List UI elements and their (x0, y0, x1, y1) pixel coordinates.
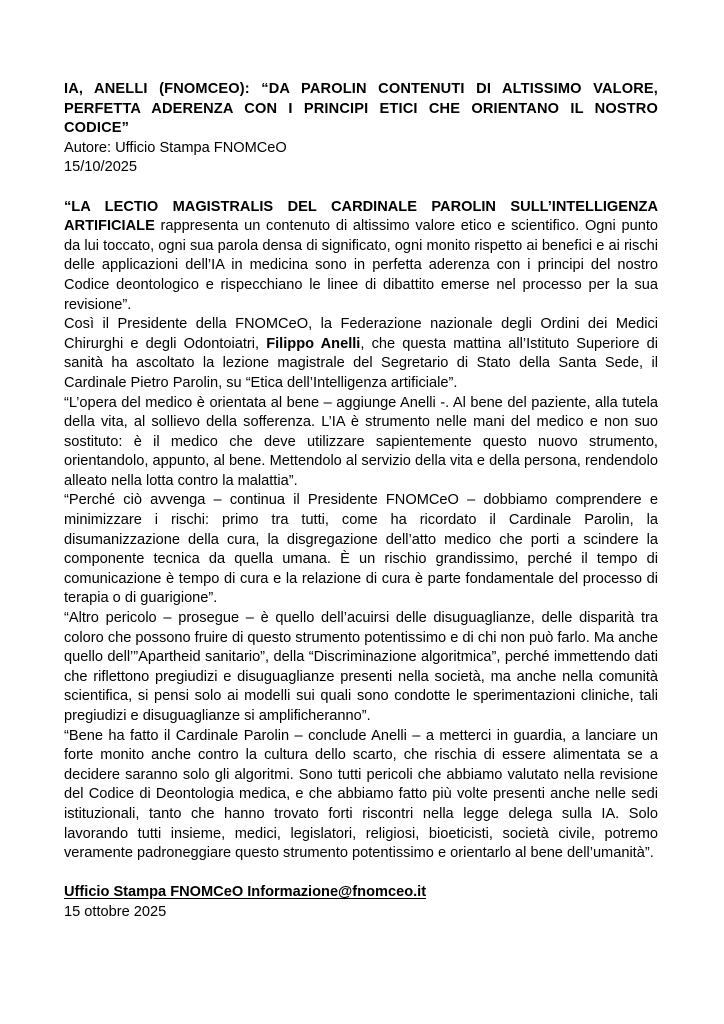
footer-date: 15 ottobre 2025 (64, 903, 167, 920)
page-title-line-1: IA, ANELLI (FNOMCEO): “DA PAROLIN CONTENUTI DI ALTISSIMO VALORE, (64, 81, 658, 97)
body-footer-spacer (64, 864, 658, 884)
paragraph-2-before: Così il Presidente della FNOMCeO, la Federazione nazionale degli Ordini dei Medici Chirurghi e degli Odontoiatri, (64, 316, 658, 352)
press-office-contact[interactable]: Ufficio Stampa FNOMCeO Informazione@fnomceo.it (64, 884, 427, 901)
paragraph-6: “Bene ha fatto il Cardinale Parolin – conclude Anelli – a metterci in guardia, a lanciare un forte monito anche contro la cultura dello scarto, che rischia di essere alimentata se a decidere saranno solo gli algoritmi. Sono tutti pericoli che abbiamo valutato nella revisione del Codice di Deontologia medica, e che abbiamo fatto più volte presenti anche nelle sedi istituzionali, tanto che hanno trovato forti riscontri nella legge delega sulla IA. Solo lavorando tutti insieme, medici, legislatori, religiosi, bioeticisti, società civile, potremo veramente padroneggiare questo strumento potentissimo e orientarlo al bene dell’umanità”. (64, 727, 658, 862)
paragraph-1-rest: rappresenta un contenuto di altissimo valore etico e scientifico. Ogni punto da lui toccato, ogni sua parola densa di significato, ogni monito rispetto ai benefici e ai rischi delle applicazioni dell’IA in medicina sono in perfetta aderenza con i principi del nostro Codice deontologico e rispecchiano le linee di dibattito emerse nel processo per la sua revisione”. (64, 218, 658, 313)
title-body-spacer (64, 178, 658, 198)
paragraph-2-person-name: Filippo Anelli (266, 335, 361, 352)
page-title (64, 80, 658, 139)
paragraph-2-after: , che questa mattina all’Istituto Superiore di sanità ha ascoltato la lezione magistrale del Segretario di Stato della Santa Sede, il Cardinale Pietro Parolin, su “Etica dell’Intelligenza artificiale”. (64, 335, 658, 391)
document-content (64, 80, 658, 923)
paragraph-2 (64, 315, 658, 393)
paragraph-1 (64, 198, 658, 316)
paragraph-4: “Perché ciò avvenga – continua il Presidente FNOMCeO – dobbiamo comprendere e minimizzare i rischi: primo tra tutti, come ha ricordato il Cardinale Parolin, la disumanizzazione della cura, la disgregazione dell’atto medico che porti a scindere la componente tecnica da quella umana. È un rischio grandissimo, perché il tempo di comunicazione è tempo di cura e la relazione di cura è parte fondamentale del processo di terapia o di guarigione”. (64, 492, 658, 607)
paragraph-1-lead: “LA LECTIO MAGISTRALIS DEL CARDINALE PAROLIN SULL’INTELLIGENZA ARTIFICIALE (64, 198, 658, 235)
author-line: Autore: Ufficio Stampa FNOMCeO (64, 139, 287, 156)
page-title-line-2: PERFETTA ADERENZA CON I PRINCIPI ETICI CHE ORIENTANO IL NOSTRO CODICE” (64, 100, 658, 137)
paragraph-5: “Altro pericolo – prosegue – è quello dell’acuirsi delle disuguaglianze, delle disparità tra coloro che possono fruire di questo strumento potentissimo e di chi non può farlo. Ma anche quello dell’”Apartheid sanitario”, della “Discriminazione algoritmica”, perché immettendo dati che riflettono pregiudizi e disuguaglianze presenti nella società, ma anche nella comunità scientifica, si pensi solo ai modelli sui quali sono condotte le sperimentazioni cliniche, tali pregiudizi e disuguaglianze si amplificheranno”. (64, 610, 658, 724)
paragraph-3: “L’opera del medico è orientata al bene – aggiunge Anelli -. Al bene del paziente, alla tutela della vita, al sollievo della sofferenza. L’IA è strumento nelle mani del medico e non suo sostituto: è il medico che deve utilizzare sapientemente questo nuovo strumento, orientandolo, appunto, al bene. Mettendolo al servizio della vita e della persona, rendendolo alleato nella lotta contro la malattia”. (64, 394, 658, 489)
publication-date: 15/10/2025 (64, 159, 138, 176)
